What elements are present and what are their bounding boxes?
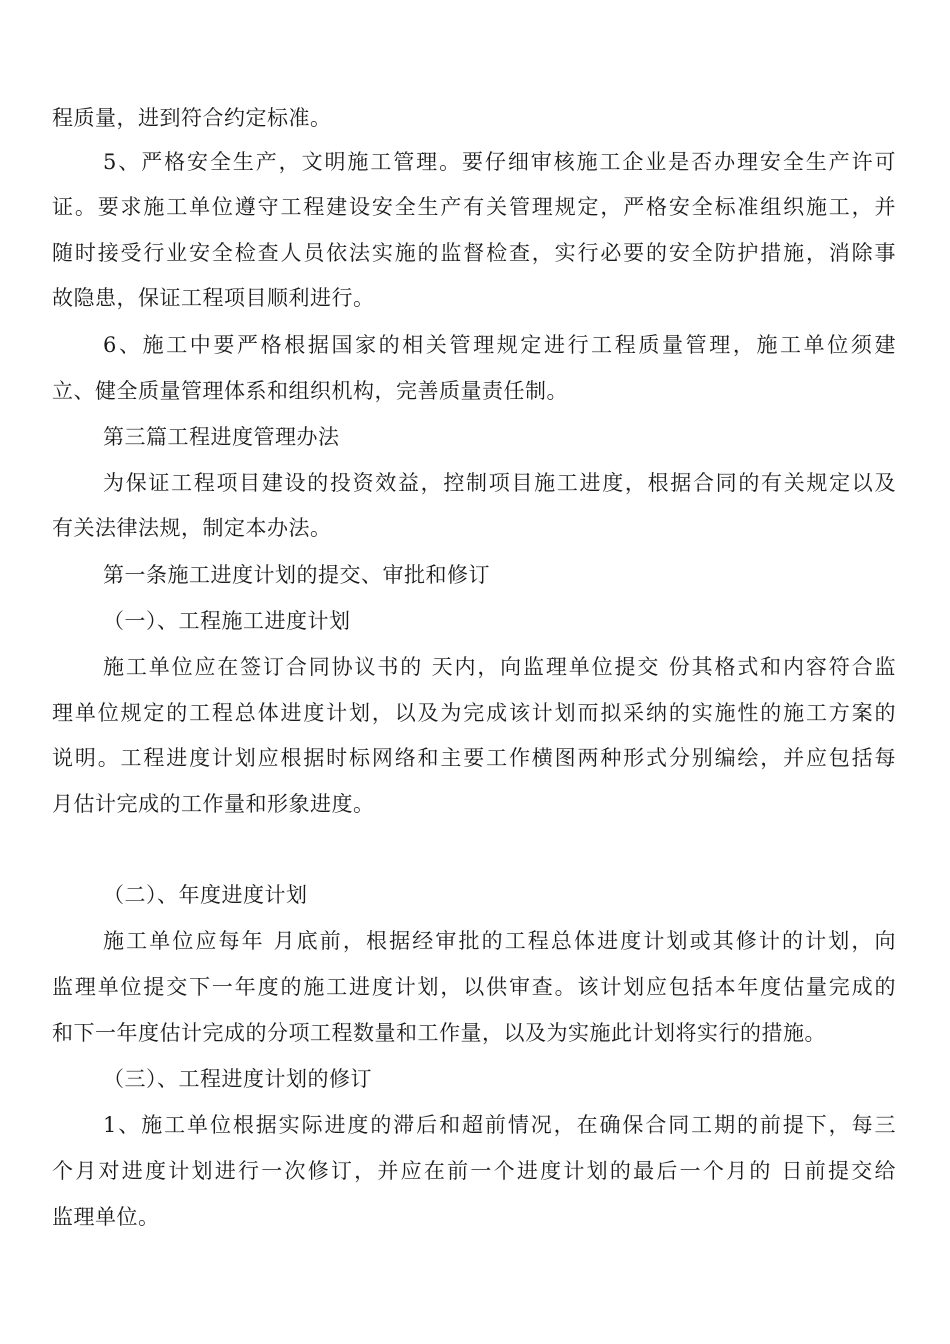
text-line: 证。要求施工单位遵守工程建设安全生产有关管理规定，严格安全标准组织施工，并 [52, 195, 896, 219]
text-line: 和下一年度估计完成的分项工程数量和工作量，以及为实施此计划将实行的措施。 [52, 1021, 826, 1045]
text-line: 1、施工单位根据实际进度的滞后和超前情况，在确保合同工期的前提下，每三 [103, 1113, 896, 1137]
text-line: 故隐患，保证工程项目顺利进行。 [52, 286, 375, 310]
text-line: 程质量，进到符合约定标准。 [52, 106, 332, 130]
subsection-heading: （三）、工程进度计划的修订 [103, 1067, 372, 1091]
subsection-heading: （二）、年度进度计划 [103, 883, 308, 907]
article-heading: 第一条施工进度计划的提交、审批和修订 [103, 563, 490, 587]
text-line: 监理单位提交下一年度的施工进度计划，以供审查。该计划应包括本年度估量完成的 [52, 975, 896, 999]
section-heading: 第三篇工程进度管理办法 [103, 425, 340, 449]
text-line: 个月对进度计划进行一次修订，并应在前一个进度计划的最后一个月的 日前提交给 [52, 1159, 896, 1183]
text-line: 监理单位。 [52, 1205, 160, 1229]
text-line: 5、严格安全生产，文明施工管理。要仔细审核施工企业是否办理安全生产许可 [103, 150, 896, 174]
text-line: 随时接受行业安全检查人员依法实施的监督检查，实行必要的安全防护措施，消除事 [52, 241, 896, 265]
text-line: 说明。工程进度计划应根据时标网络和主要工作横图两种形式分别编绘，并应包括每 [52, 746, 896, 770]
text-line: 立、健全质量管理体系和组织机构，完善质量责任制。 [52, 379, 568, 403]
text-line: 为保证工程项目建设的投资效益，控制项目施工进度，根据合同的有关规定以及 [103, 471, 896, 495]
text-line: 施工单位应每年 月底前，根据经审批的工程总体进度计划或其修计的计划，向 [103, 929, 896, 953]
text-line: 理单位规定的工程总体进度计划，以及为完成该计划而拟采纳的实施性的施工方案的 [52, 701, 896, 725]
text-line: 有关法律法规，制定本办法。 [52, 516, 332, 540]
text-line: 月估计完成的工作量和形象进度。 [52, 792, 375, 816]
text-line: 6、施工中要严格根据国家的相关管理规定进行工程质量管理，施工单位须建 [103, 333, 896, 357]
subsection-heading: （一）、工程施工进度计划 [103, 609, 351, 633]
text-line: 施工单位应在签订合同协议书的 天内，向监理单位提交 份其格式和内容符合监 [103, 655, 896, 679]
